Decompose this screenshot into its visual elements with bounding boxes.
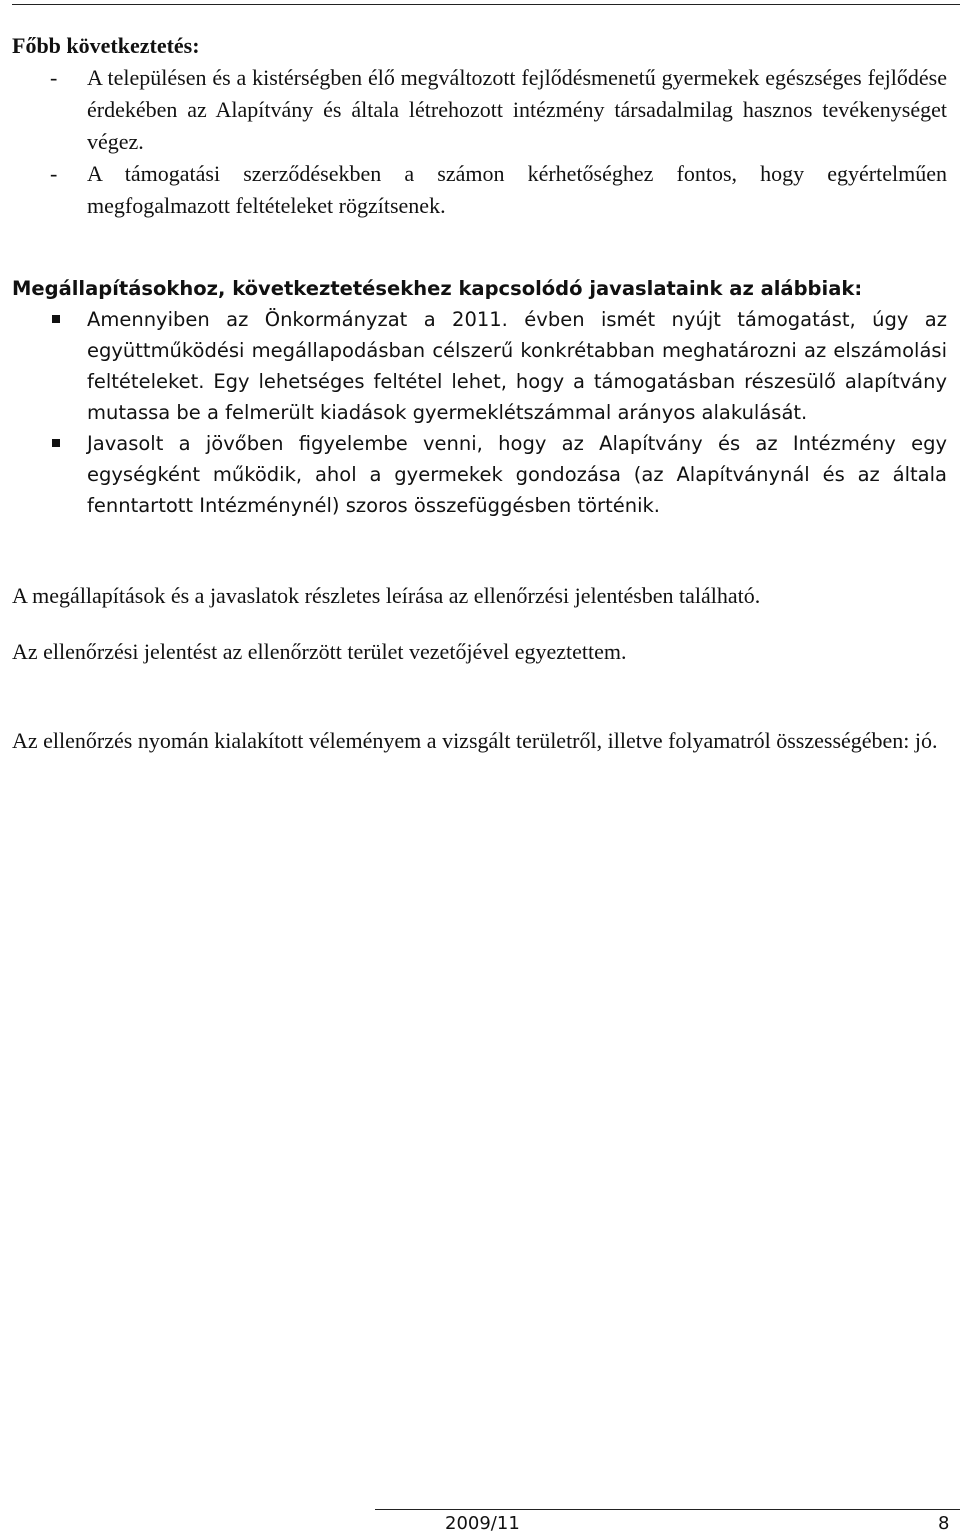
- recommendation-item: [12, 304, 947, 428]
- dash-marker: -: [50, 161, 58, 186]
- conclusion-item: [12, 158, 947, 222]
- dash-marker: -: [50, 65, 58, 90]
- footer-doc-number: 2009/11: [445, 1513, 520, 1534]
- agreed-paragraph: Az ellenőrzési jelentést az ellenőrzött terület vezetőjével egyeztettem.: [12, 639, 627, 664]
- recommendations-list: [12, 304, 947, 521]
- recommendation-text: Amennyiben az Önkormányzat a 2011. évben ismét nyújt támogatást, úgy az együttműködési megállapodásban célszerű konkrétabban meghatározni az elszámolási feltételeket. Egy lehetséges feltétel lehet, hogy a támogatásban részesülő alapítvány mutassa be a felmerült kiadások gyermeklétszámmal arányos alakulását.: [87, 308, 947, 424]
- opinion-paragraph: Az ellenőrzés nyomán kialakított véleményem a vizsgált területről, illetve folyamatról összességében: jó.: [12, 728, 938, 753]
- recommendation-item: [12, 428, 947, 521]
- square-bullet-icon: [52, 439, 60, 447]
- top-rule: [12, 4, 960, 5]
- recommendations-heading: Megállapításokhoz, következtetésekhez kapcsolódó javaslataink az alábbiak:: [12, 277, 863, 300]
- details-paragraph: A megállapítások és a javaslatok részletes leírása az ellenőrzési jelentésben található.: [12, 583, 761, 608]
- conclusion-list: [12, 62, 947, 222]
- conclusion-item: [12, 62, 947, 158]
- footer-page-number: 8: [938, 1513, 950, 1534]
- conclusion-heading: Főbb következtetés:: [12, 33, 200, 58]
- footer-rule: [375, 1509, 960, 1510]
- square-bullet-icon: [52, 315, 60, 323]
- conclusion-item-text: A támogatási szerződésekben a számon kérhetőséghez fontos, hogy egyértelműen megfogalmazott feltételeket rögzítsenek.: [87, 161, 947, 218]
- conclusion-item-text: A településen és a kistérségben élő megváltozott fejlődésmenetű gyermekek egészséges fejlődése érdekében az Alapítvány és általa létrehozott intézmény társadalmilag hasznos tevékenységet végez.: [87, 65, 947, 154]
- recommendation-text: Javasolt a jövőben figyelembe venni, hogy az Alapítvány és az Intézmény egy egységként működik, ahol a gyermekek gondozása (az Alapítványnál és az általa fenntartott Intézménynél) szoros összefüggésben történik.: [87, 432, 947, 517]
- document-page: [12, 30, 947, 757]
